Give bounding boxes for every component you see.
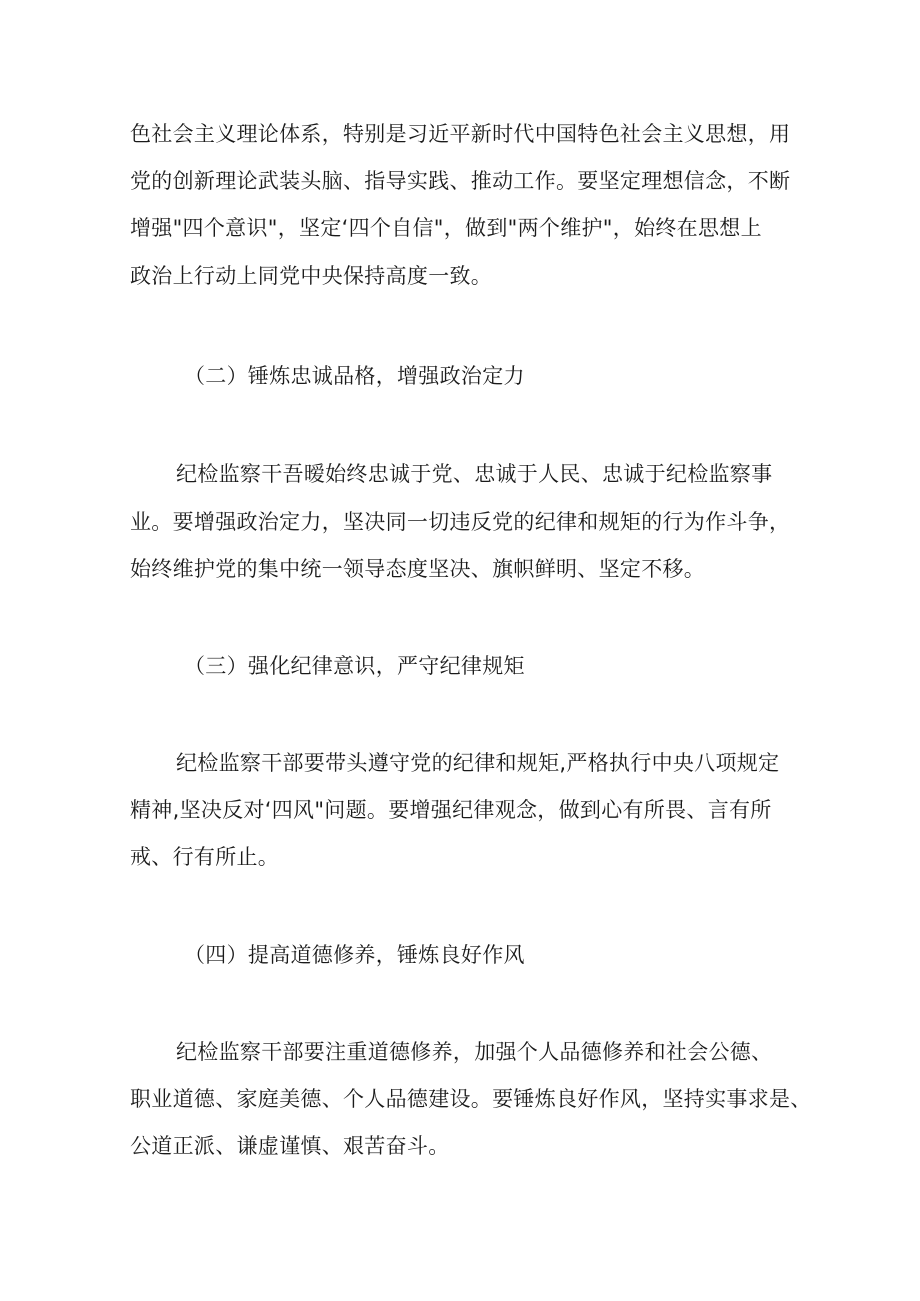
intro-line-2: 党的创新理论武装头脑、指导实践、推动工作。要坚定理想信念，不断 — [130, 169, 791, 193]
section-4-heading: （四）提高道德修养，锤炼良好作风 — [184, 943, 525, 967]
section-4-line-2: 职业道德、家庭美德、个人品德建设。要锤炼良好作风，坚持实事求是、 — [130, 1087, 812, 1111]
section-3-heading: （三）强化纪律意识，严守纪律规矩 — [184, 654, 525, 678]
intro-line-4: 政治上行动上同党中央保持高度一致。 — [130, 264, 493, 288]
intro-line-1: 色社会主义理论体系，特别是习近平新时代中国特色社会主义思想，用 — [130, 122, 791, 146]
section-4-line-3: 公道正派、谦虚谨慎、艰苦奋斗。 — [130, 1134, 450, 1158]
section-4-line-1: 纪检监察干部要注重道德修养，加强个人品德修养和社会公德、 — [176, 1040, 773, 1064]
section-2-line-3: 始终维护党的集中统一领导态度坚决、旗帜鲜明、坚定不移。 — [130, 557, 706, 581]
intro-line-3: 增强"四个意识"，坚定‘四个自信"，做到"两个维护"，始终在思想上 — [130, 216, 762, 240]
section-3-line-3: 戒、行有所止。 — [130, 845, 280, 869]
section-3-line-1: 纪检监察干部要带头遵守党的纪律和规矩,严格执行中央八项规定 — [176, 751, 780, 775]
section-2-heading: （二）锤炼忠诚品格，增强政治定力 — [184, 364, 525, 388]
section-2-line-1: 纪检监察干吾暧始终忠诚于党、忠诚于人民、忠诚于纪检监察事 — [176, 462, 773, 486]
section-3-line-2: 精神,坚决反对‘四风"问题。要增强纪律观念，做到心有所畏、言有所 — [130, 798, 772, 822]
section-2-line-2: 业。要增强政治定力，坚决同一切违反党的纪律和规矩的行为作斗争， — [130, 510, 791, 534]
